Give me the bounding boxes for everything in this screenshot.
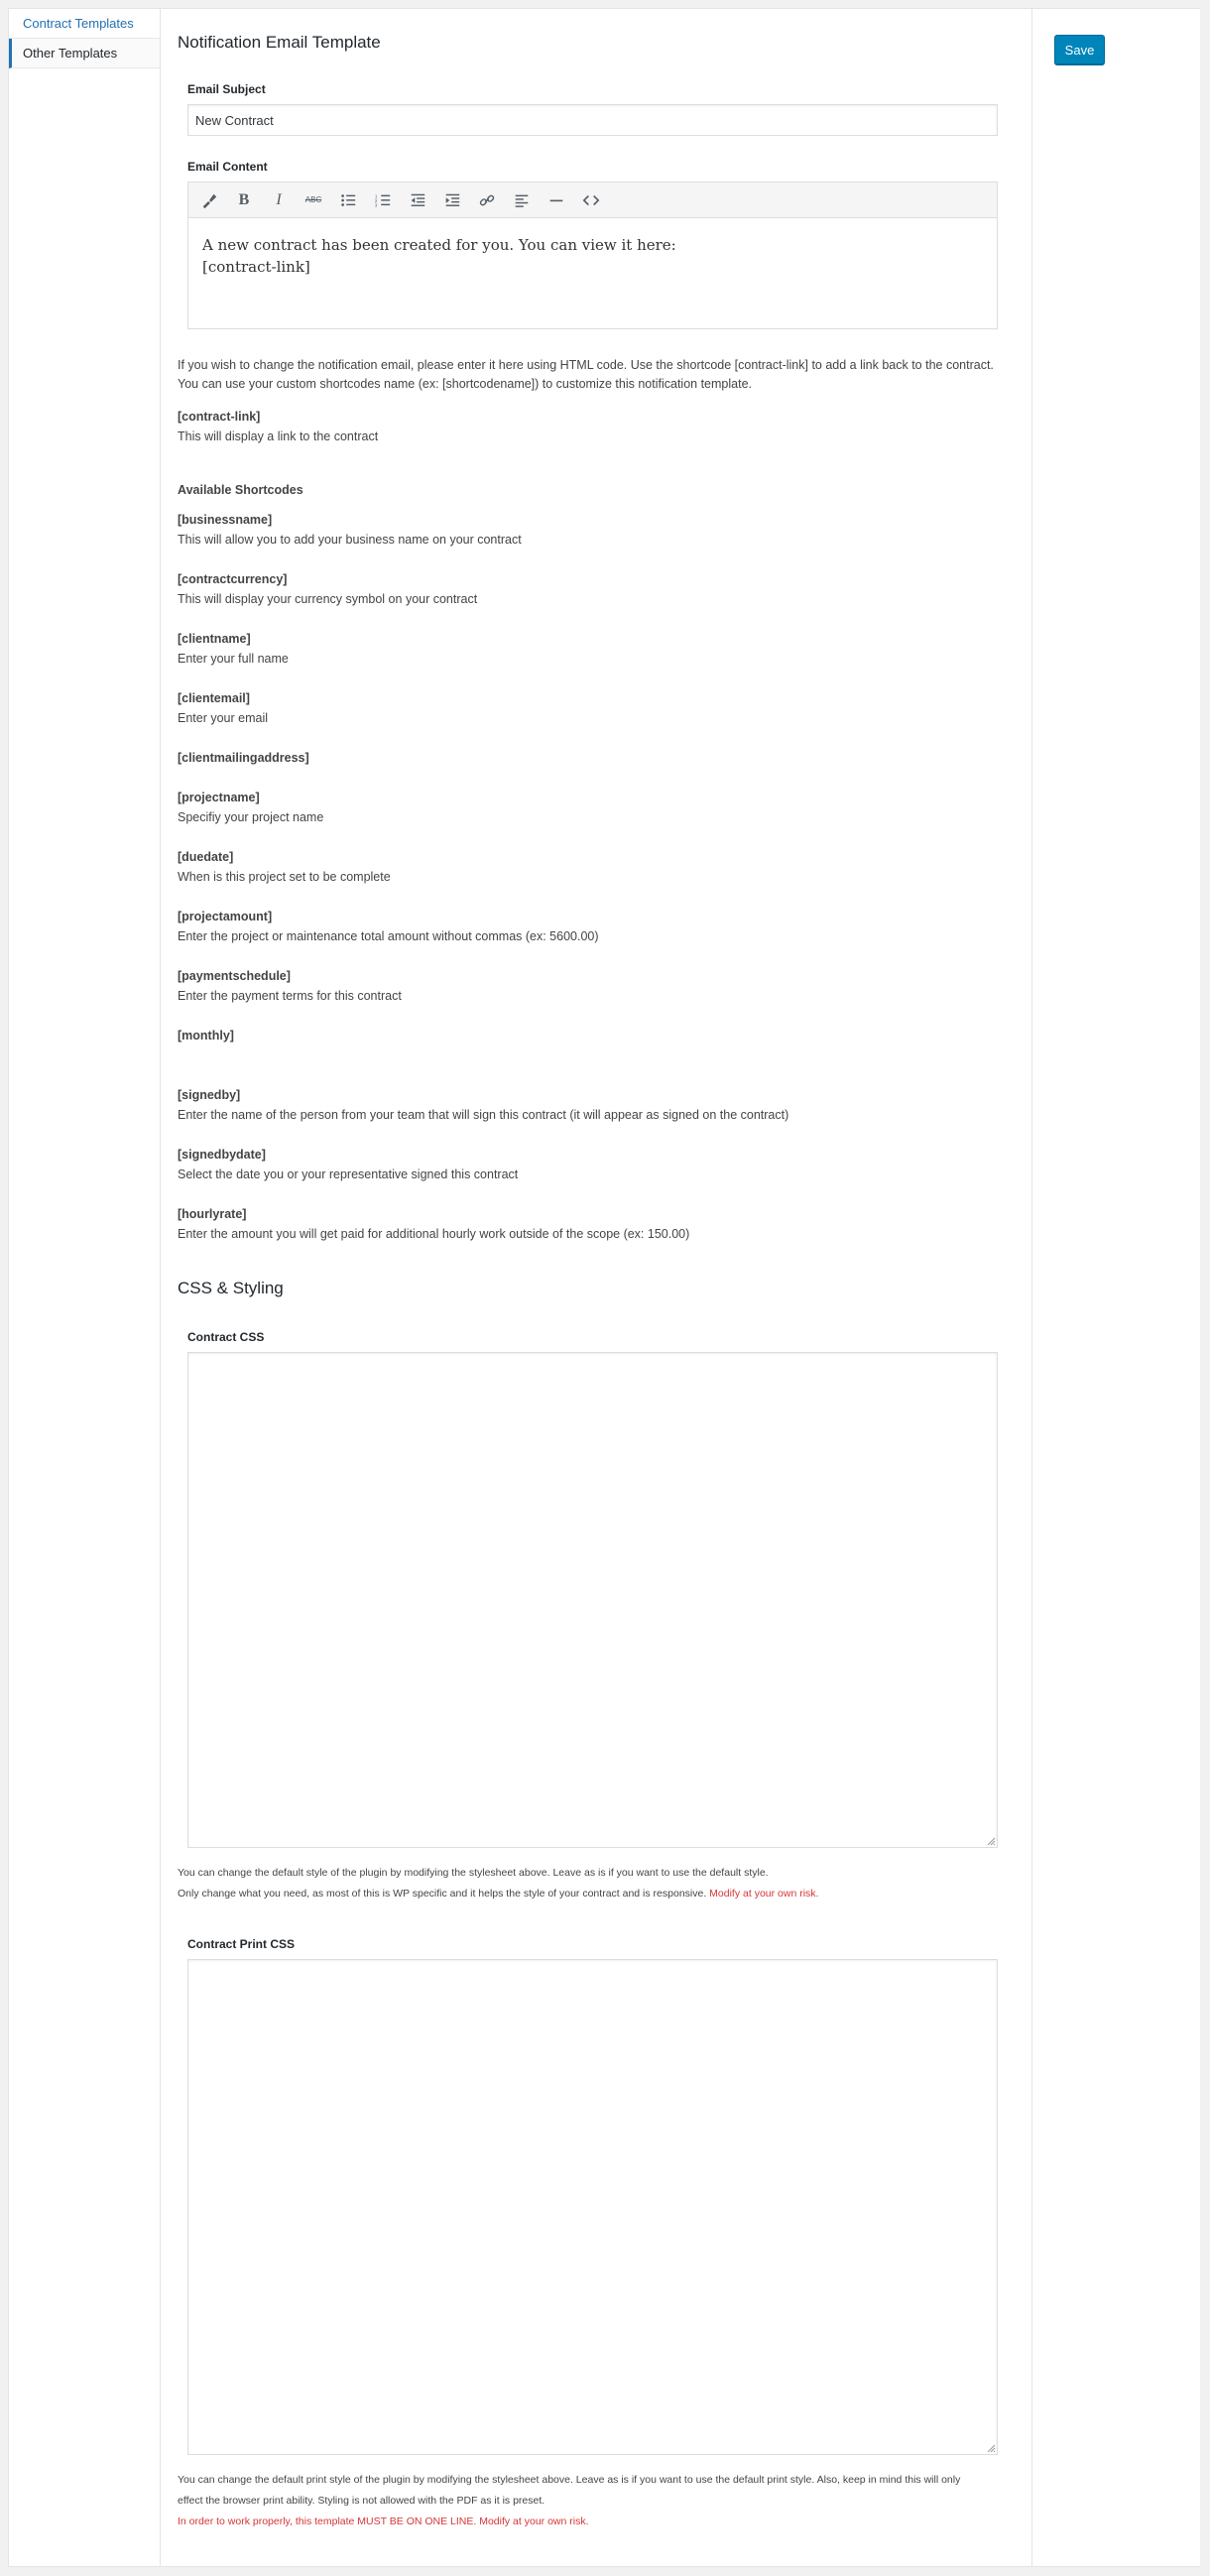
svg-text:3: 3 (374, 201, 378, 207)
contract-css-risk-text: Modify at your own risk. (709, 1888, 819, 1900)
shortcode-name: [monthly] (178, 1029, 234, 1043)
code-icon[interactable] (576, 186, 606, 214)
numbered-list-icon[interactable] (368, 186, 398, 214)
shortcode-name: [projectname] (178, 791, 260, 804)
shortcode-desc: When is this project set to be complete (178, 870, 391, 884)
email-content-editor (187, 182, 998, 329)
shortcode-name: [duedate] (178, 850, 234, 864)
print-css-textarea[interactable] (187, 1959, 998, 2455)
shortcode-desc: Specifiy your project name (178, 810, 324, 824)
link-icon[interactable] (472, 186, 502, 214)
contract-css-note: You can change the default style of the plugin by modifying the stylesheet above. Leave as is if you want to use the default style. (178, 1867, 769, 1879)
email-content-line: A new contract has been created for you. You can view it here: (202, 236, 676, 254)
shortcode-desc: Select the date you or your representative signed this contract (178, 1167, 519, 1181)
shortcode-name: [paymentschedule] (178, 969, 291, 983)
shortcode-name: [contractcurrency] (178, 572, 288, 586)
notification-title: Notification Email Template (178, 33, 381, 52)
left-sidebar (9, 9, 161, 2566)
contract-css-note-line2: Only change what you need, as most of this is WP specific and it helps the style of your contract and is responsive. Modify at your own risk. (178, 1888, 819, 1900)
shortcode-name: [signedbydate] (178, 1148, 266, 1162)
shortcode-name: [businessname] (178, 513, 273, 527)
indent-icon[interactable] (437, 186, 467, 214)
email-content-label: Email Content (187, 160, 268, 174)
email-content-body[interactable] (188, 218, 997, 294)
shortcode-name: [signedby] (178, 1088, 241, 1102)
print-css-note-line2: effect the browser print ability. Styling is not allowed with the PDF as it is preset. (178, 2495, 545, 2507)
resize-grip-icon[interactable] (986, 2443, 996, 2453)
contract-link-desc: This will display a link to the contract (178, 429, 379, 443)
print-css-note: You can change the default print style of the plugin by modifying the stylesheet above. Leave as is if you want to use the default print style. Also, keep in mind this will only (178, 2474, 961, 2486)
email-subject-input[interactable] (187, 104, 998, 136)
strikethrough-icon[interactable]: ABC (304, 195, 322, 204)
shortcode-desc: Enter your full name (178, 652, 289, 666)
editor-toolbar (188, 183, 997, 218)
horizontal-rule-icon[interactable] (542, 186, 571, 214)
shortcode-name: [clientemail] (178, 691, 250, 705)
contract-css-label: Contract CSS (187, 1330, 265, 1344)
shortcode-desc: Enter the name of the person from your team that will sign this contract (it will appear as signed on the contract) (178, 1108, 789, 1122)
right-sidebar (1031, 9, 1200, 2566)
print-css-label: Contract Print CSS (187, 1937, 296, 1951)
page-frame (8, 8, 1200, 2567)
resize-grip-icon[interactable] (986, 1836, 996, 1846)
shortcode-name: [clientname] (178, 632, 251, 646)
shortcode-desc: Enter the project or maintenance total amount without commas (ex: 5600.00) (178, 929, 599, 943)
shortcode-desc: This will display your currency symbol on your contract (178, 592, 478, 606)
notification-help-text: If you wish to change the notification email, please enter it here using HTML code. Use the shortcode [contract-link] to add a link back to the contract. You can use your custom shortcodes name (ex: [shortcodename]) to customize this notification template. (178, 358, 994, 391)
nav-item-contract-templates[interactable]: Contract Templates (9, 9, 160, 39)
shortcode-desc: Enter your email (178, 711, 269, 725)
contract-css-textarea[interactable] (187, 1352, 998, 1848)
contract-link-shortcode: [contract-link] (178, 410, 261, 424)
email-content-link-line: [contract-link] (202, 258, 310, 276)
svg-text:1: 1 (374, 192, 378, 198)
svg-text:2: 2 (374, 197, 378, 203)
bold-icon[interactable]: B (238, 190, 250, 208)
shortcode-name: [hourlyrate] (178, 1207, 247, 1221)
shortcode-desc: Enter the amount you will get paid for additional hourly work outside of the scope (ex: 150.00) (178, 1227, 690, 1241)
main-content (161, 9, 1031, 2566)
css-styling-title: CSS & Styling (178, 1279, 284, 1297)
italic-icon[interactable]: I (276, 190, 282, 208)
nav-item-other-templates[interactable]: Other Templates (9, 39, 160, 68)
shortcode-desc: This will allow you to add your business name on your contract (178, 533, 522, 547)
shortcode-desc: Enter the payment terms for this contract (178, 989, 402, 1003)
available-shortcodes-heading: Available Shortcodes (178, 483, 303, 497)
outdent-icon[interactable] (403, 186, 432, 214)
bullet-list-icon[interactable] (333, 186, 363, 214)
align-left-icon[interactable] (507, 186, 537, 214)
shortcode-name: [projectamount] (178, 910, 273, 923)
print-css-risk-text: In order to work properly, this template MUST BE ON ONE LINE. Modify at your own risk. (178, 2515, 589, 2527)
paint-brush-icon[interactable] (194, 186, 224, 214)
shortcode-name: [clientmailingaddress] (178, 751, 309, 765)
email-subject-label: Email Subject (187, 82, 266, 96)
save-button[interactable]: Save (1054, 35, 1105, 64)
